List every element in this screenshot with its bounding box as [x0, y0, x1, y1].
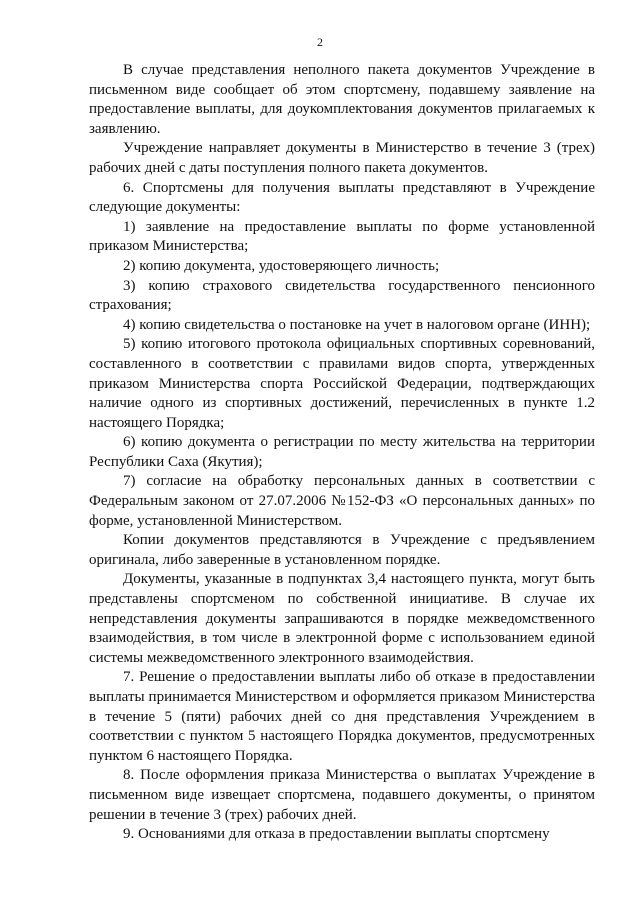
paragraph-item-8-notification: 8. После оформления приказа Министерства о выплатах Учреждение в письменном виде извещает спортсмена, подавшего документы, о принятом решении в течение 3 (трех) рабочих дней.	[89, 767, 595, 823]
list-item-7-consent: 7) согласие на обработку персональных данных в соответствии с Федеральным законом от 27.07.2006 №152-ФЗ «О персональных данных» по форме, установленной Министерством.	[89, 473, 595, 529]
paragraph-item-9-refusal: 9. Основаниями для отказа в предоставлении выплаты спортсмену	[123, 826, 550, 843]
list-item-6-registration: 6) копию документа о регистрации по месту жительства на территории Республики Саха (Якутия);	[89, 434, 595, 470]
list-item-4-inn: 4) копию свидетельства о постановке на учет в налоговом органе (ИНН);	[123, 316, 591, 333]
paragraph-item-6-intro: 6. Спортсмены для получения выплаты представляют в Учреждение следующие документы:	[89, 179, 595, 216]
paragraph-ministry-deadline: Учреждение направляет документы в Министерство в течение 3 (трех) рабочих дней с даты поступления полного пакета документов.	[89, 140, 595, 176]
page-number: 2	[317, 35, 323, 49]
paragraph-item-7-decision: 7. Решение о предоставлении выплаты либо об отказе в предоставлении выплаты принимается Министерством и оформляется приказом Министерства в течение 5 (пяти) рабочих дней со дня представления Учреждением в соответствии с пунктом 5 настоящего Порядка документов, предусмотренных пунктом 6 настоящего Порядка.	[89, 669, 595, 764]
paragraph-interagency: Документы, указанные в подпунктах 3,4 настоящего пункта, могут быть представлены спортсменом по собственной инициативе. В случае их непредставления документы запрашиваются в порядке межведомственного взаимодействия, в том числе в электронной форме с использованием единой системы межведомственного электронного взаимодействия.	[89, 571, 595, 666]
list-item-5-protocol: 5) копию итогового протокола официальных спортивных соревнований, составленного в соответствии с правилами видов спорта, утвержденных приказом Министерства спорта Российской Федерации, подтверждающих наличие одного из спортивных достижений, перечисленных в пункте 1.2 настоящего Порядка;	[89, 336, 595, 431]
list-item-3-insurance: 3) копию страхового свидетельства государственного пенсионного страхования;	[89, 277, 595, 314]
list-item-2-identity: 2) копию документа, удостоверяющего личность;	[123, 257, 440, 274]
document-body	[89, 61, 595, 845]
list-item-1-application: 1) заявление на предоставление выплаты по форме установленной приказом Министерства;	[89, 218, 595, 255]
paragraph-incomplete-package: В случае представления неполного пакета документов Учреждение в письменном виде сообщает об этом спортсмену, подавшему заявление на предоставление выплаты, для доукомплектования документов прилагаемых к заявлению.	[89, 62, 595, 137]
paragraph-copies: Копии документов представляются в Учреждение с предъявлением оригинала, либо заверенные в установленном порядке.	[89, 532, 595, 568]
